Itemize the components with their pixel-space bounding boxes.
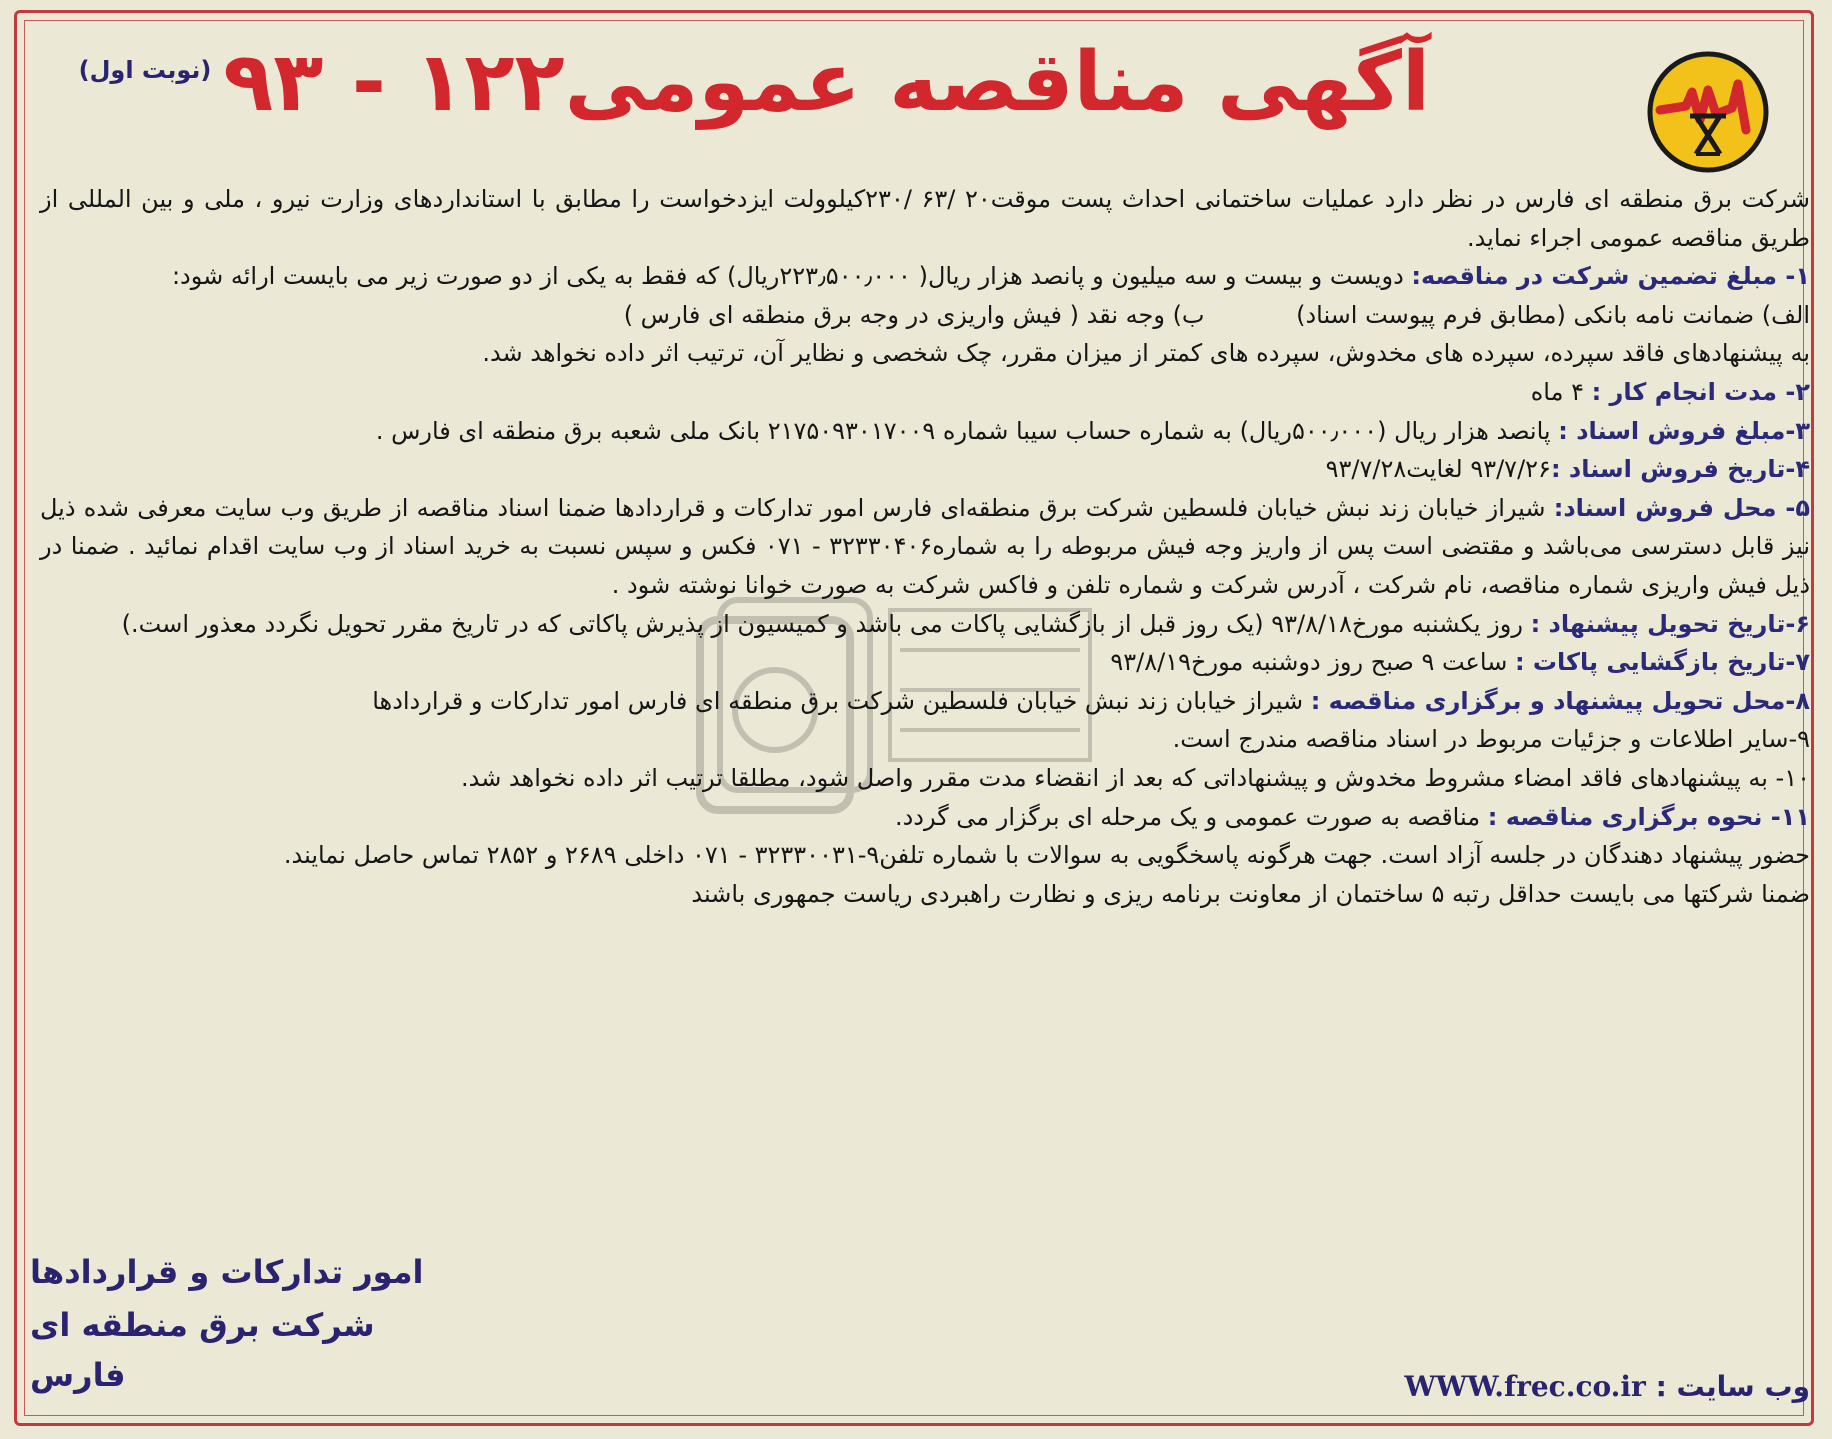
- item-3-text: پانصد هزار ریال (۵۰۰٫۰۰۰ریال) به شماره حساب سیبا شماره ۲۱۷۵۰۹۳۰۱۷۰۰۹ بانک ملی شعبه برق منطقه ای فارس .: [375, 416, 1559, 445]
- item-8-heading: ۸-محل تحویل پیشنهاد و برگزاری مناقصه :: [1310, 686, 1810, 715]
- company-logo-icon: [1646, 50, 1770, 174]
- item-3: [40, 412, 1810, 451]
- website-url-link[interactable]: WWW.frec.co.ir: [1404, 1370, 1646, 1403]
- notice-body: [40, 180, 1810, 1210]
- round-label: (نوبت اول): [78, 56, 212, 84]
- item-4-text: ۹۳/۷/۲۶ لغایت۹۳/۷/۲۸: [1325, 455, 1551, 484]
- final-note: ضمنا شرکتها می بایست حداقل رتبه ۵ ساختمان از معاونت برنامه ریزی و نظارت راهبردی ریاست جمهوری باشند: [691, 879, 1810, 908]
- website-label: وب سایت :: [1655, 1370, 1810, 1403]
- item-6: [40, 605, 1810, 644]
- item-7-heading: ۷-تاریخ بازگشایی پاکات :: [1514, 648, 1810, 677]
- item-7: [40, 643, 1810, 682]
- item-8: [40, 682, 1810, 721]
- item-3-heading: ۳-مبلغ فروش اسناد :: [1558, 416, 1810, 445]
- intro-line-1: شرکت برق منطقه ای فارس در نظر دارد عملیات ساختمانی احداث پست موقت۲۰ /۶۳ /۲۳۰کیلوولت ایزدخواست را مطابق با استانداردهای وزارت نیرو ، ملی: [204, 185, 1811, 213]
- item-2-text: ۴ ماه: [1530, 377, 1592, 406]
- item-1-note: به پیشنهادهای فاقد سپرده، سپرده های مخدوش، سپرده های کمتر از میزان مقرر، چک شخصی و نظایر آن، ترتیب اثر داده نخواهد شد.: [482, 339, 1810, 368]
- company-name: شرکت برق منطقه ای فارس: [30, 1306, 375, 1394]
- item-2-heading: ۲- مدت انجام کار :: [1591, 377, 1810, 406]
- item-2: [40, 373, 1810, 412]
- option-b: ب) وجه نقد ( فیش واریزی در وجه برق منطقه ای فارس ): [623, 300, 1205, 329]
- intro-line-2: و بین المللی از طریق مناقصه عمومی اجراء نماید.: [40, 185, 1810, 252]
- item-10: ۱۰- به پیشنهادهای فاقد امضاء مشروط مخدوش و پیشنهاداتی که بعد از انقضاء مدت مقرر واصل شود، مطلقا ترتیب اثر داده نخواهد شد.: [460, 763, 1810, 792]
- item-4: [40, 450, 1810, 489]
- item-5-text: شیراز خیابان زند نبش خیابان فلسطین شرکت برق منطقه‌ای فارس امور تدارکات و قراردادها ضمنا اسناد مناقصه از طریق وب سایت معرفی شده ذیل نیز قابل دسترسی می‌باشد و مقتضی است پس از واریز وجه فیش مربوطه را به شماره۳۲۳۳۰۴۰۶ - ۰۷۱ فکس و سپس نسبت به خرید اسناد از وب سایت اقدام نمائید . ضمنا در ذیل فیش واریزی شماره مناقصه، نام شرکت ، آدرس شرکت و شماره تلفن و فاکس شرکت به صورت خوانا نوشته شود .: [40, 493, 1811, 599]
- item-11: [40, 798, 1810, 837]
- item-11-extra: حضور پیشنهاد دهندگان در جلسه آزاد است. جهت هرگونه پاسخگویی به سوالات با شماره تلفن۹-۳۲۳۳۰۰۳۱ - ۰۷۱ داخلی ۲۶۸۹ و ۲۸۵۲ تماس حاصل نمایند.: [283, 841, 1810, 870]
- item-11-text: مناقصه به صورت عمومی و یک مرحله ای برگزار می گردد.: [894, 802, 1488, 831]
- intro-paragraph: [40, 180, 1810, 257]
- website-line: [1350, 1362, 1810, 1412]
- item-5: [40, 489, 1810, 605]
- item-5-heading: ۵- محل فروش اسناد:: [1553, 493, 1810, 522]
- item-6-heading: ۶-تاریخ تحویل پیشنهاد :: [1530, 609, 1810, 638]
- department-name: امور تدارکات و قراردادها: [30, 1253, 424, 1291]
- item-1-text: دویست و بیست و سه میلیون و پانصد هزار ریال( ۲۲۳٫۵۰۰٫۰۰۰ریال) که فقط به یکی از دو صورت زیر می بایست ارائه شود:: [171, 262, 1412, 291]
- item-11-heading: ۱۱- نحوه برگزاری مناقصه :: [1487, 802, 1810, 831]
- item-1: [40, 257, 1810, 296]
- item-4-heading: ۴-تاریخ فروش اسناد :: [1550, 455, 1810, 484]
- item-9: ۹-سایر اطلاعات و جزئیات مربوط در اسناد مناقصه مندرج است.: [1172, 725, 1810, 754]
- item-1-options: [40, 296, 1810, 335]
- option-a: الف) ضمانت نامه بانکی (مطابق فرم پیوست اسناد): [1296, 300, 1810, 329]
- item-8-text: شیراز خیابان زند نبش خیابان فلسطین شرکت برق منطقه ای فارس امور تدارکات و قراردادها: [372, 686, 1311, 715]
- notice-title: آگهی مناقصه عمومی۱۲۲ - ۹۳: [223, 35, 1430, 130]
- item-7-text: ساعت ۹ صبح روز دوشنبه مورخ۹۳/۸/۱۹: [1110, 648, 1515, 677]
- item-1-heading: ۱- مبلغ تضمین شرکت در مناقصه:: [1411, 262, 1810, 291]
- item-6-text: روز یکشنبه مورخ۹۳/۸/۱۸ (یک روز قبل از بازگشایی پاکات می باشد و کمیسیون از پذیرش پاکاتی که در تاریخ مقرر تحویل نگردد معذور است.): [121, 609, 1531, 638]
